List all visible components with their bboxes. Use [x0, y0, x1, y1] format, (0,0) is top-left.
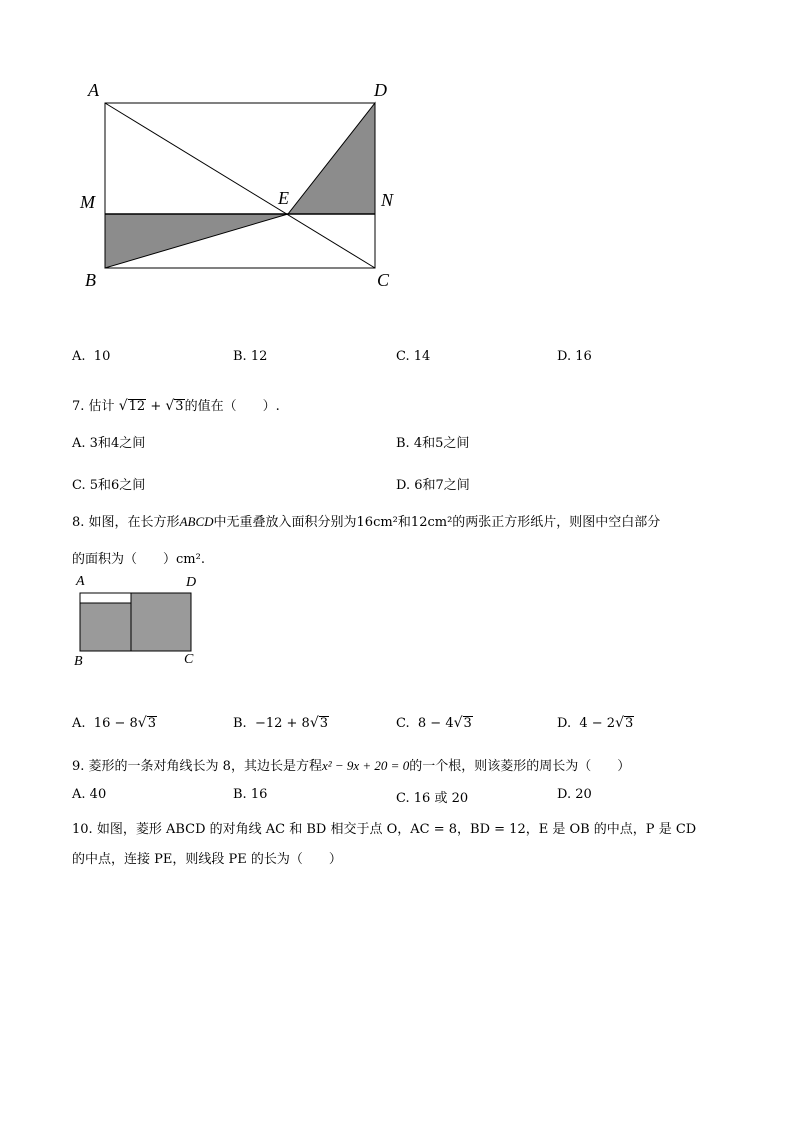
figure-rectangle-abcd	[60, 70, 420, 310]
label-c: C	[184, 652, 194, 667]
q6-option-d	[557, 349, 592, 364]
square-small	[80, 603, 131, 651]
stem-text: 的两张正方形纸片，则图中空白部分	[452, 515, 661, 530]
q6-option-b	[233, 349, 267, 364]
shaded-triangle-right	[288, 103, 375, 214]
option-letter: A.	[72, 716, 86, 731]
option-expr: 16 − 8	[93, 716, 138, 731]
option-text: 4和5之间	[413, 436, 470, 451]
radical-sign: √	[615, 715, 624, 731]
q7-stem	[72, 395, 280, 414]
option-text: 3和4之间	[89, 436, 146, 451]
radical-sign: √	[453, 715, 463, 731]
label-d: D	[186, 575, 197, 590]
q6-option-a	[72, 349, 110, 364]
option-letter: C.	[396, 791, 410, 806]
option-letter: A.	[72, 436, 86, 451]
option-letter: D.	[557, 787, 572, 802]
stem-suffix: 的值在（ ）.	[184, 399, 280, 414]
q8-option-c	[396, 715, 473, 731]
stem-text: 的中点，连接 PE，则线段 PE 的长为（ ）	[72, 852, 342, 867]
label-b: B	[85, 270, 96, 290]
label-c: C	[377, 270, 390, 290]
square-large	[131, 593, 191, 651]
label-a: A	[88, 80, 99, 100]
radical-sign: √	[118, 398, 128, 414]
option-value: 20	[575, 787, 592, 802]
label-n: N	[381, 190, 394, 210]
option-letter: B.	[233, 349, 247, 364]
stem-text: 中无重叠放入面积分别为	[213, 515, 357, 530]
q8-option-d	[557, 715, 634, 731]
option-letter: D.	[557, 349, 572, 364]
stem-text: 如图，在长方形	[88, 515, 180, 530]
rect-name: ABCD	[179, 514, 214, 529]
label-e: E	[278, 188, 289, 208]
q7-option-b	[396, 432, 469, 451]
radical-sign: √	[165, 398, 175, 414]
option-value: 14	[413, 349, 431, 364]
option-expr: 4 − 2	[579, 716, 616, 731]
q7-option-c	[72, 474, 145, 493]
radical-sign: √	[137, 715, 147, 731]
option-letter: B.	[233, 716, 247, 731]
stem-text: 菱形的一条对角线长为 8，其边长是方程	[88, 759, 322, 774]
q9-option-b	[233, 787, 267, 802]
option-letter: D.	[557, 716, 572, 731]
q9-option-a	[72, 787, 106, 802]
q7-option-a	[72, 432, 145, 451]
option-letter: C.	[396, 716, 410, 731]
option-value: 12	[250, 349, 268, 364]
stem-text: 如图，菱形 ABCD 的对角线 AC 和 BD 相交于点 O，AC = 8，BD = 12，E 是 OB 的中点，P 是 CD	[96, 822, 697, 837]
stem-text: 和	[397, 515, 411, 530]
q9-option-c	[396, 787, 468, 806]
option-value: 16	[250, 787, 268, 802]
option-letter: B.	[396, 436, 410, 451]
label-m: M	[80, 192, 95, 212]
radical-sign: √	[309, 715, 319, 731]
label-d: D	[374, 80, 387, 100]
area-2: 12cm²	[410, 515, 453, 530]
question-number: 10.	[72, 822, 93, 837]
radicand: 3	[147, 716, 156, 731]
stem-text: 的一个根，则该菱形的周长为（ ）	[409, 759, 631, 774]
q6-option-c	[396, 349, 430, 364]
question-number: 8.	[72, 515, 85, 530]
option-expr: 8 − 4	[417, 716, 454, 731]
option-letter: B.	[233, 787, 247, 802]
option-letter: D.	[396, 478, 411, 493]
equation: x² − 9x + 20 = 0	[321, 758, 410, 773]
label-b: B	[74, 654, 83, 669]
option-letter: A.	[72, 787, 86, 802]
q8-stem-line1	[72, 511, 660, 530]
radicand: 12	[128, 399, 146, 414]
q8-option-b	[233, 715, 329, 731]
q9-stem	[72, 755, 630, 774]
option-value: 10	[93, 349, 111, 364]
q8-option-a	[72, 715, 157, 731]
option-text: 6和7之间	[414, 478, 470, 493]
plus-sign: +	[150, 399, 162, 414]
option-value: 16	[575, 349, 592, 364]
radicand: 3	[175, 399, 184, 414]
q10-stem-line1	[72, 818, 696, 837]
stem-prefix: 估计	[88, 399, 115, 414]
radicand: 3	[319, 716, 329, 731]
q7-option-d	[396, 474, 470, 493]
q9-option-d	[557, 787, 592, 802]
question-number: 7.	[72, 399, 85, 414]
option-value: 40	[89, 787, 107, 802]
option-letter: C.	[72, 478, 86, 493]
option-letter: A.	[72, 349, 86, 364]
option-expr: −12 + 8	[254, 716, 310, 731]
question-number: 9.	[72, 759, 85, 774]
option-value: 16 或 20	[413, 791, 469, 806]
label-a: A	[76, 574, 85, 589]
option-letter: C.	[396, 349, 410, 364]
area-1: 16cm²	[356, 515, 398, 530]
option-text: 5和6之间	[89, 478, 146, 493]
radicand: 3	[463, 716, 472, 731]
q8-stem-line2	[72, 548, 205, 567]
shaded-triangle-bottom	[105, 214, 288, 268]
radicand: 3	[624, 716, 634, 731]
stem-text: 的面积为（ ）cm².	[72, 552, 205, 567]
q10-stem-line2	[72, 848, 342, 867]
